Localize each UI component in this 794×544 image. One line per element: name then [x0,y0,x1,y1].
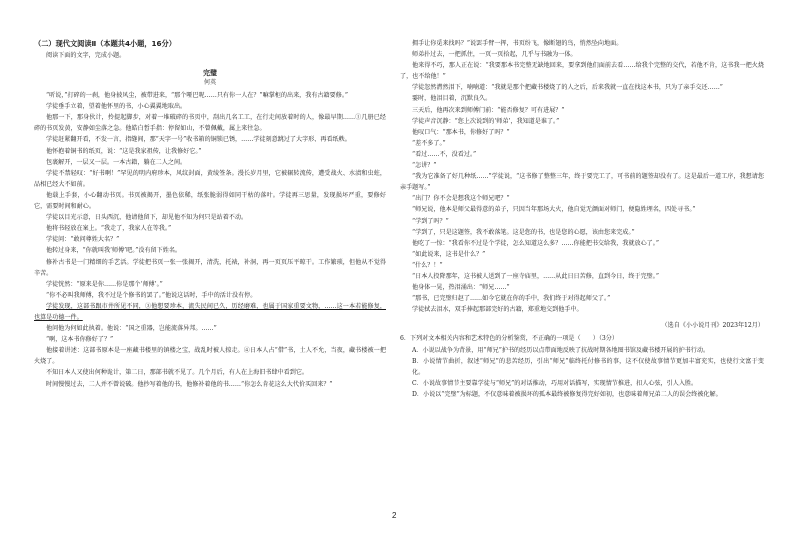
paragraph: 他吃了一惊：“我看你不过是个学徒，怎么知道这么多？……你能把书交给我，我就放心了。” [412,239,659,247]
paragraph: 他问他为何如此执着。他说：“国之重器，岂能流落异邦。……” [46,325,217,333]
paragraph: “啊，这本书你修好了？” [46,336,114,344]
paragraph: “怎讲？” [412,162,437,170]
paragraph: “学到了吗？” [412,217,449,225]
reading-instruction: 阅读下面的文字，完成小题。 [46,52,126,59]
paragraph: 学徒声音沉静：“您上次说到的‘师弟’，我知道是谁了。” [412,117,560,125]
article-title: 完璧 [203,68,217,78]
paragraph: 他接着讲述：这部书原本是一座藏书楼里的镇楼之宝，战乱时被人掠走。④日本人占“借”书，土人不允，当夜，藏书楼被一把火烧了。 [34,347,386,366]
paragraph: 时间慢慢过去，二人并不曾说破。他抄写着他的书，他修补着他的书……“你怎么肯花这么大代价买回来？” [46,380,333,388]
paragraph: “学到了，只是这题签，我不敢落笔。这是您的书，也是您的心愿，该由您来完成。” [412,228,635,236]
paragraph: “看过……不，没看过。” [412,150,477,158]
paragraph: 学徒问：“敢问尊姓大名？” [46,236,120,244]
paragraph: 修补古书是一门精细的手艺活。学徒把书页一张一张揭开，清洗，托裱，补洞，再一页页压平晾干。工作繁琐，但他从不觉得辛苦。 [34,258,386,277]
paragraph: “听说，”打碎的一刹，他身披风尘，被带进来，“那个哑巴呢……只有你一人在？”嘛掌柜的出来，我有古籍要修。” [46,92,348,100]
paragraph: “我为它准备了好几种纸……”学徒说，“这书修了整整三年，终于要完工了，可书前的题签却没有了。这是最后一道工序，我想请您亲手题写。” [400,173,764,192]
question-option: B．小说情节曲折，叙述“师兄”的悲苦经历，引出“师兄”临终托付修书的事，这不仅使故事情节更加丰富充实，也使行文富于变化。 [412,357,764,376]
paragraph: “如此说来，这书是什么？” [412,250,486,258]
question-options [400,345,764,400]
paragraph: “出门？你不会是想我这个师兄吧？” [412,195,510,203]
article-body-left [34,90,386,390]
paragraph: 他身体一晃，热泪涌出：“师兄……” [412,284,510,292]
question-stem: 6．下列对文本相关内容和艺术特色的分析鉴赏，不正确的一项是（ ）（3分） [400,335,618,343]
article-source: （选自《小小说月刊》2023年12月） [661,322,764,330]
article-body-right [400,38,764,315]
paragraph: “那书，已完璧归赵了……如今它就在你的手中，我们终于对得起师父了。” [412,295,611,303]
paragraph: 学徒拭去泪水，双手捧起那部完好的古籍，郑重地交到他手中。 [412,306,583,314]
paragraph: “什么？！” [412,261,443,269]
paragraph: 三天后，他再次来到师傅门前：“能否修复？可有进展？” [412,106,565,114]
paragraph: “师兄说，他本是师父最得意的弟子，只因当年那场大火，他自觉无颜面对师门，便隐姓埋名，四处寻书。” [412,206,696,214]
paragraph: 学徒垂手立着，望着他怀里的书，小心翼翼地取出。 [46,103,187,111]
paragraph: “你不必叫我师傅，我不过是个修书的罢了。”他说这话时，手中的活计没有停。 [46,291,257,299]
article-author: 何英 [203,79,217,87]
question-option: D．小说以“完璧”为标题，不仅意味着被损坏的孤本最终被修复得完好如初，也意味着师兄弟二人的误会终被化解。 [412,390,722,398]
paragraph: 不知日本人又使出何种诡计，第二日，那部书就不见了。几个月后，有人在上海旧书肆中看到它。 [46,369,309,377]
paragraph: 他将书轻放在案上。“我走了，我家人在等我。” [46,225,172,233]
paragraph: 拥手让你觅来找吗？”说罢手臂一挥，书页纷飞，像断翅的鸟，悄然坠向地面。 [412,40,623,47]
paragraph: 学徒以目光示意，日头西沉，他请他留下，却见他不知为何只是站着不动。 [46,214,248,222]
question-option: A．小说以战争为背景，用“师兄”护书的经历以点带面地反映了抗战时期各地图书馆及藏书楼开展的护书行动。 [412,346,710,354]
question-option: C．小说故事情节主要靠学徒与“师兄”的对话推动，巧用对话描写，实现情节推进，扣人心弦，引人入胜。 [412,379,698,387]
paragraph: 学徒不禁轻叹：“好书啊！”罕见的明内府珍本，风纹封面，黄绫签条。漫长岁月里，它被辗转流传，遭受战火、水渍和虫蛀，品相已经大不如前。 [34,169,386,188]
paragraph: 学徒忽然潸然泪下，喃喃道：“我就是那个把藏书楼烧了的人之后，后来我就一直在找这本书，只为了亲手交还……” [412,84,723,92]
page-number: 2 [392,511,397,520]
left-column [34,38,386,390]
paragraph: 霎时，他泪目着，沉默良久。 [412,95,492,103]
section-heading: （二）现代文阅读Ⅱ（本题共4小题，16分） [34,39,176,48]
paragraph: 他载上手套，小心翻动书页。书页被揭开，墨色依稀，纸张脆弱得如同干枯的落叶。学徒再三思量，发现损坏严重，要修好它，需要时间和耐心。 [34,191,386,211]
paragraph: 他怀抱着铜书的纸页，说：“这是我家祖传，让我修好它。” [46,147,202,155]
paragraph: 他来得不巧，那人正在说：“我要那本书完整无缺地回来，要拿到他们面前去看……给我个完整的交代，若他不肯，这书我一把火烧了，也不给他！” [400,62,764,81]
paragraph: 学徒赶紧翻开看，不发一言，指缝间，那“天字一号”收书箱的铜锁已锈，……学徒刻意跳过了大字形、再看纸帙。 [46,136,351,144]
paragraph: 学徒发现，这部书跟市井所见不同，③他想要珍本，流失民间已久，历经磨难，也属于国家重要文物，……这一本若能修复，也算是功德一件。 [34,302,386,321]
paragraph: 包裹解开，一层又一层。一本古籍，躺在二人之间。 [46,158,187,166]
paragraph: 师弟扑过去，一把抓住，一页一页拾起，几乎与书融为一体。 [412,51,577,59]
right-column [400,38,764,400]
paragraph: “日本人投降那年，这书被人送到了一座寺庙里，……从此日日苦修，直到今日，终于完璧。” [412,272,659,280]
paragraph: 他那一下，那身伙计，拎提起脚步，对着一堆破碎的书页中，刮出几名工工，在行走间放着时的人，像最早期……①几册已经碎的书页发黄，安静如尘落之急。他皓白皙手指：停留如山，不曾佩戴，属上来往急。 [34,114,386,133]
paragraph: 他叹口气：“那本书，你修好了吗？” [412,128,510,136]
paragraph: 学徒恍然：“原来是你……你是那个‘师傅’。” [46,280,163,288]
paragraph: “差不多了。” [412,139,446,147]
paragraph: 他转过身来，“你就叫我‘师傅’吧。”没有留下姓名。 [46,247,182,255]
